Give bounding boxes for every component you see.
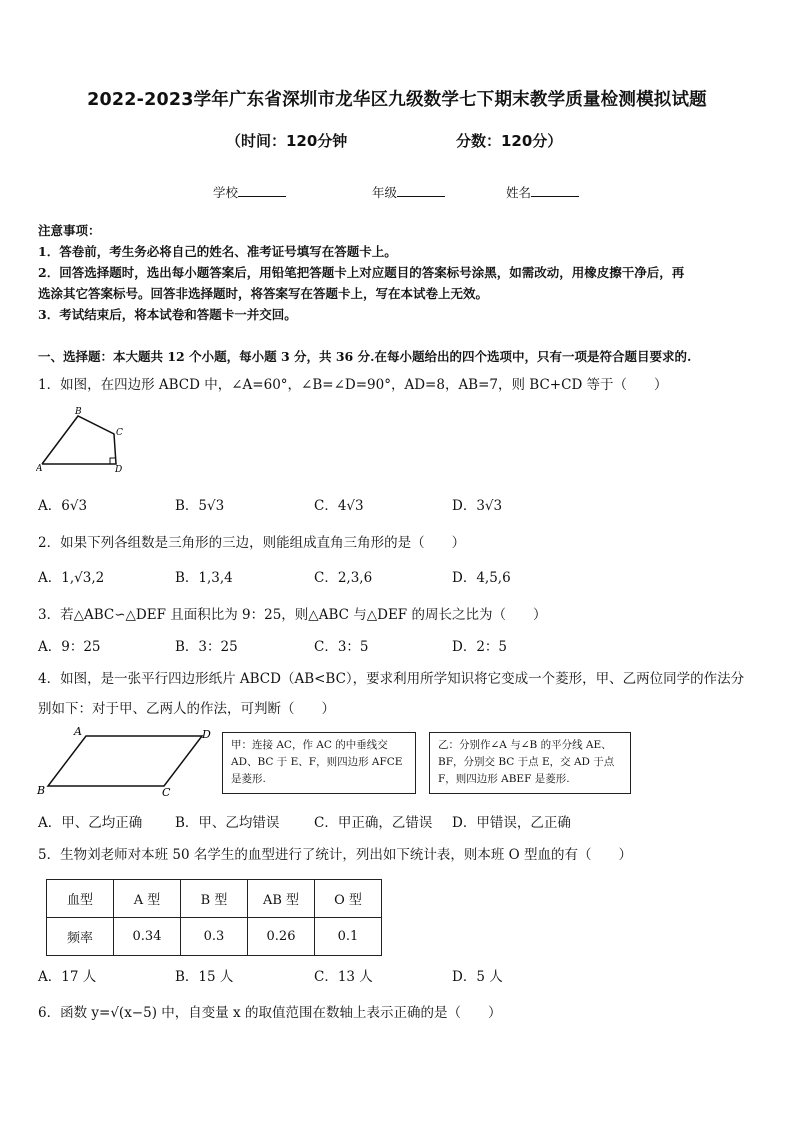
q4-option-c[interactable]: C．甲正确，乙错误 — [314, 815, 433, 831]
q3-option-c[interactable]: C．3：5 — [314, 639, 369, 655]
q4-label-d: D — [202, 728, 211, 741]
q3-text: 3．若△ABC∽△DEF 且面积比为 9：25，则△ABC 与△DEF 的周长之比为（ ） — [38, 607, 547, 623]
q3-option-b[interactable]: B．3：25 — [175, 639, 238, 655]
note-1: 1．答卷前，考生务必将自己的姓名、准考证号填写在答题卡上。 — [38, 244, 397, 259]
grade-blank[interactable] — [397, 185, 445, 197]
name-field: 姓名 — [506, 183, 579, 201]
table-cell: 0.34 — [114, 918, 181, 956]
q3-option-a[interactable]: A．9：25 — [38, 639, 101, 655]
q3-option-d[interactable]: D．2：5 — [452, 639, 508, 655]
q1-label-b: B — [75, 407, 82, 417]
table-cell: AB 型 — [248, 880, 315, 918]
q5-option-d[interactable]: D．5 人 — [452, 969, 503, 985]
q4-option-d[interactable]: D．甲错误，乙正确 — [452, 815, 571, 831]
table-cell: O 型 — [315, 880, 382, 918]
q4-box-yi: 乙：分别作∠A 与∠B 的平分线 AE、BF，分别交 BC 于点 E，交 AD 于点 F，则四边形 ABEF 是菱形. — [429, 732, 631, 794]
q4-text-b: 别如下：对于甲、乙两人的作法，可判断（ ） — [38, 701, 335, 717]
notes-heading: 注意事项： — [38, 223, 101, 238]
school-blank[interactable] — [238, 185, 286, 197]
table-cell: A 型 — [114, 880, 181, 918]
exam-title: 2022-2023学年广东省深圳市龙华区九级数学七下期末教学质量检测模拟试题 — [87, 90, 707, 110]
q1-figure — [36, 404, 136, 474]
table-header-row — [47, 880, 382, 918]
table-cell: B 型 — [181, 880, 248, 918]
q5-option-b[interactable]: B．15 人 — [175, 969, 234, 985]
q1-option-b[interactable]: B．5√3 — [175, 498, 225, 514]
table-cell: 0.26 — [248, 918, 315, 956]
q5-option-a[interactable]: A．17 人 — [38, 969, 97, 985]
q2-option-d[interactable]: D．4,5,6 — [452, 570, 511, 586]
q4-box-jia: 甲：连接 AC，作 AC 的中垂线交 AD、BC 于 E、F，则四边形 AFCE 是菱形. — [222, 732, 416, 794]
blood-type-table — [46, 879, 382, 956]
q1-text: 1．如图，在四边形 ABCD 中，∠A=60°，∠B=∠D=90°，AD=8，AB=7，则 BC+CD 等于（ ） — [38, 377, 668, 393]
q1-label-d: D — [115, 465, 123, 474]
table-cell: 0.3 — [181, 918, 248, 956]
q5-text: 5．生物刘老师对本班 50 名学生的血型进行了统计，列出如下统计表，则本班 O 型血的有（ ） — [38, 847, 632, 863]
table-cell: 0.1 — [315, 918, 382, 956]
q5-option-c[interactable]: C．13 人 — [314, 969, 373, 985]
q1-label-a: A — [36, 464, 43, 474]
note-3: 3．考试结束后，将本试卷和答题卡一并交回。 — [38, 307, 297, 322]
table-cell: 血型 — [47, 880, 114, 918]
note-2a: 2．回答选择题时，选出每小题答案后，用铅笔把答题卡上对应题目的答案标号涂黑，如需改动，用橡皮擦干净后，再 — [38, 265, 685, 280]
score-label: 分数：120分） — [456, 132, 563, 150]
q1-option-a[interactable]: A．6√3 — [38, 498, 88, 514]
section-heading: 一、选择题：本大题共 12 个小题，每小题 3 分，共 36 分.在每小题给出的四个选项中，只有一项是符合题目要求的. — [38, 349, 692, 364]
q4-figure — [34, 724, 220, 800]
grade-field: 年级 — [372, 183, 445, 201]
q1-option-c[interactable]: C．4√3 — [314, 498, 364, 514]
q4-option-b[interactable]: B．甲、乙均错误 — [175, 815, 280, 831]
q1-option-d[interactable]: D．3√3 — [452, 498, 503, 514]
q2-option-c[interactable]: C．2,3,6 — [314, 570, 373, 586]
q4-label-b: B — [37, 784, 46, 797]
q2-option-a[interactable]: A．1,√3,2 — [38, 570, 105, 586]
time-label: （时间：120分钟 — [226, 132, 348, 150]
q4-label-c: C — [162, 786, 171, 799]
school-field: 学校 — [213, 183, 286, 201]
q6-text: 6．函数 y=√(x−5) 中，自变量 x 的取值范围在数轴上表示正确的是（ ） — [38, 1005, 502, 1021]
q2-option-b[interactable]: B．1,3,4 — [175, 570, 233, 586]
q4-text-a: 4．如图，是一张平行四边形纸片 ABCD（AB<BC），要求利用所学知识将它变成一个菱形，甲、乙两位同学的作法分 — [38, 671, 745, 687]
table-cell: 频率 — [47, 918, 114, 956]
q2-text: 2．如果下列各组数是三角形的三边，则能组成直角三角形的是（ ） — [38, 535, 466, 551]
quadrilateral-abcd — [42, 416, 116, 464]
parallelogram-abcd — [48, 736, 202, 786]
note-2b: 选涂其它答案标号。回答非选择题时，将答案写在答题卡上，写在本试卷上无效。 — [38, 286, 489, 301]
name-blank[interactable] — [531, 185, 579, 197]
q4-label-a: A — [74, 725, 82, 738]
q1-label-c: C — [116, 428, 123, 438]
table-row — [47, 918, 382, 956]
q4-option-a[interactable]: A．甲、乙均正确 — [38, 815, 143, 831]
